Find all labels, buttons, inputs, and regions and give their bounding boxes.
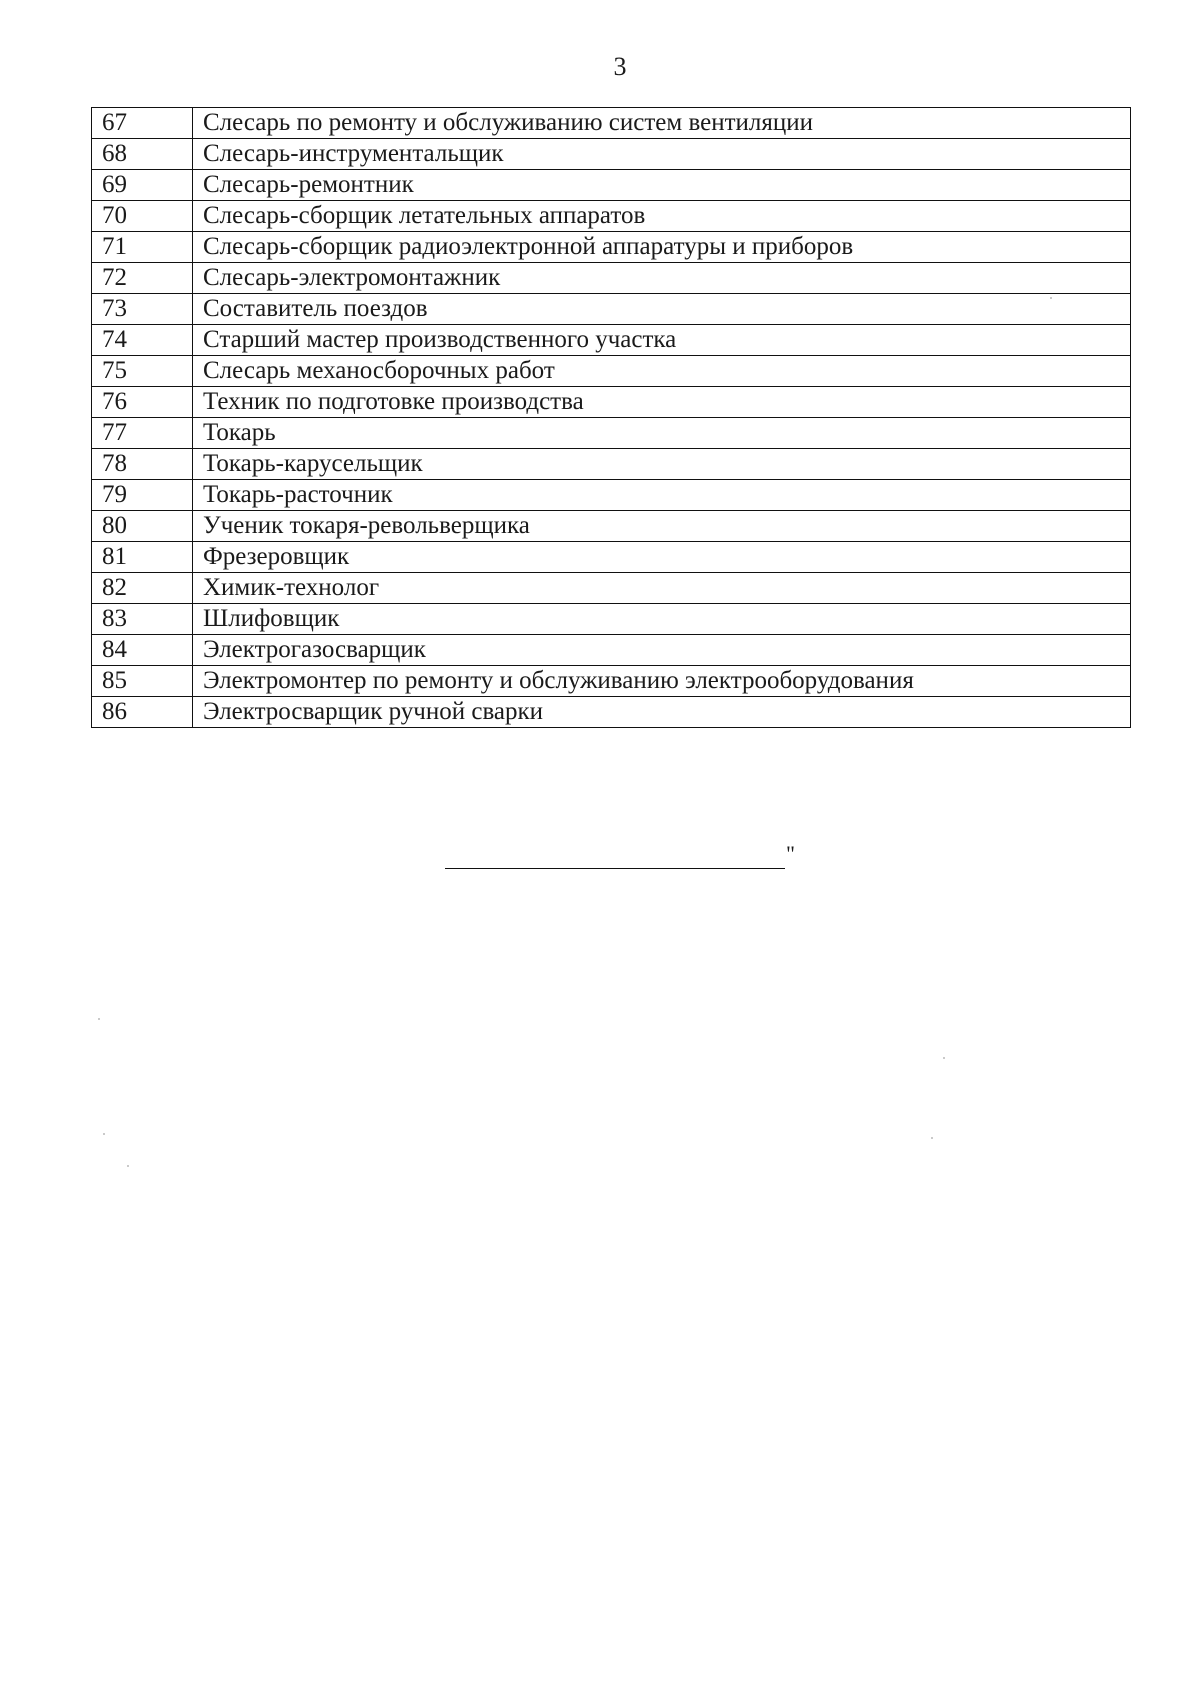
table-row	[92, 666, 1131, 697]
scan-speck	[98, 1018, 100, 1020]
table-row	[92, 263, 1131, 294]
profession-name: Токарь-расточник	[193, 480, 1131, 511]
profession-name: Токарь-карусельщик	[193, 449, 1131, 480]
closing-rule	[445, 868, 785, 869]
row-number: 68	[92, 139, 193, 170]
table-row	[92, 387, 1131, 418]
profession-name: Шлифовщик	[193, 604, 1131, 635]
profession-name: Слесарь-сборщик радиоэлектронной аппаратуры и приборов	[193, 232, 1131, 263]
scan-speck	[103, 1133, 105, 1135]
profession-name: Составитель поездов	[193, 294, 1131, 325]
row-number: 81	[92, 542, 193, 573]
table-row	[92, 139, 1131, 170]
profession-name: Слесарь-инструментальщик	[193, 139, 1131, 170]
row-number: 70	[92, 201, 193, 232]
row-number: 75	[92, 356, 193, 387]
profession-name: Старший мастер производственного участка	[193, 325, 1131, 356]
table-row	[92, 418, 1131, 449]
professions-table	[91, 107, 1131, 728]
row-number: 76	[92, 387, 193, 418]
row-number: 67	[92, 108, 193, 139]
scan-speck	[1050, 297, 1052, 299]
table-row	[92, 573, 1131, 604]
table-row	[92, 325, 1131, 356]
profession-name: Электромонтер по ремонту и обслуживанию электрооборудования	[193, 666, 1131, 697]
table-row	[92, 170, 1131, 201]
table-row	[92, 480, 1131, 511]
row-number: 85	[92, 666, 193, 697]
table-row	[92, 356, 1131, 387]
row-number: 71	[92, 232, 193, 263]
profession-name: Токарь	[193, 418, 1131, 449]
table-row	[92, 511, 1131, 542]
profession-name: Слесарь-сборщик летательных аппаратов	[193, 201, 1131, 232]
row-number: 83	[92, 604, 193, 635]
closing-quote-mark: "	[786, 841, 795, 866]
table-row	[92, 635, 1131, 666]
row-number: 73	[92, 294, 193, 325]
table-row	[92, 697, 1131, 728]
scan-speck	[943, 1057, 945, 1059]
profession-name: Техник по подготовке производства	[193, 387, 1131, 418]
scan-speck	[931, 1137, 933, 1139]
page-number: 3	[613, 52, 627, 81]
professions-table-body	[92, 108, 1131, 728]
profession-name: Слесарь-ремонтник	[193, 170, 1131, 201]
table-row	[92, 604, 1131, 635]
profession-name: Слесарь по ремонту и обслуживанию систем вентиляции	[193, 108, 1131, 139]
profession-name: Электрогазосварщик	[193, 635, 1131, 666]
profession-name: Слесарь механосборочных работ	[193, 356, 1131, 387]
scan-speck	[127, 1165, 129, 1167]
profession-name: Фрезеровщик	[193, 542, 1131, 573]
profession-name: Ученик токаря-револьверщика	[193, 511, 1131, 542]
row-number: 84	[92, 635, 193, 666]
row-number: 77	[92, 418, 193, 449]
table-row	[92, 449, 1131, 480]
table-row	[92, 542, 1131, 573]
profession-name: Химик-технолог	[193, 573, 1131, 604]
profession-name: Слесарь-электромонтажник	[193, 263, 1131, 294]
row-number: 86	[92, 697, 193, 728]
row-number: 80	[92, 511, 193, 542]
table-row	[92, 201, 1131, 232]
row-number: 74	[92, 325, 193, 356]
row-number: 72	[92, 263, 193, 294]
table-row	[92, 108, 1131, 139]
table-row	[92, 294, 1131, 325]
row-number: 69	[92, 170, 193, 201]
row-number: 82	[92, 573, 193, 604]
table-row	[92, 232, 1131, 263]
profession-name: Электросварщик ручной сварки	[193, 697, 1131, 728]
row-number: 78	[92, 449, 193, 480]
row-number: 79	[92, 480, 193, 511]
